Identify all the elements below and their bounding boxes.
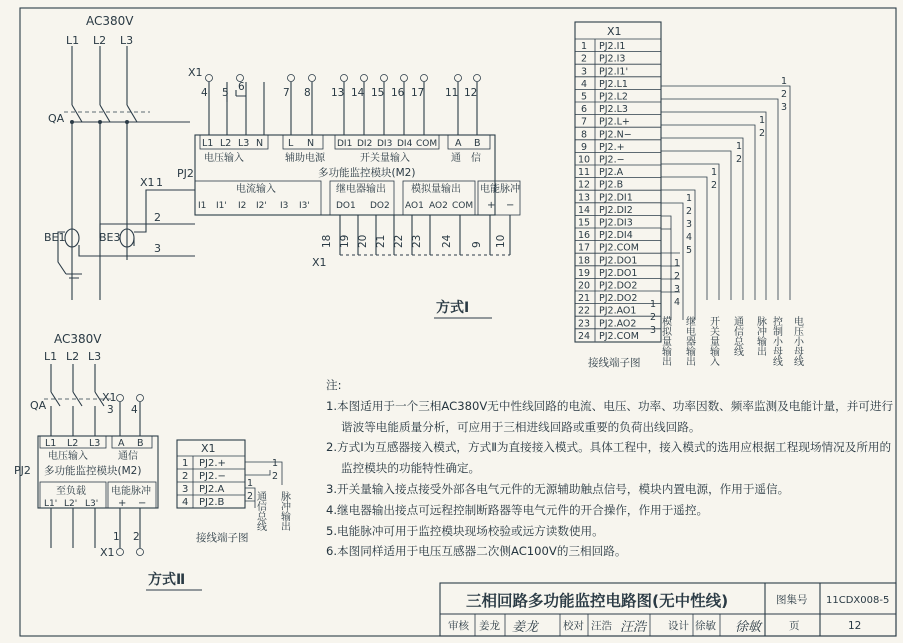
small-row-sig: PJ2.A [199, 484, 225, 495]
port-plus-2: + [118, 498, 127, 509]
reviewer: 姜龙 [479, 620, 500, 632]
port-n: N [256, 138, 264, 149]
group-switch-input: 开关量输入 [360, 153, 410, 164]
group-current-input: 电流输入 [236, 184, 276, 195]
x1-ct-label: X1 [140, 176, 155, 189]
port-a: A [455, 138, 462, 149]
term-5: 5 [222, 87, 229, 99]
small-pair-mark: 1 [247, 478, 254, 489]
notes [326, 375, 901, 562]
big-strip-row-no: 12 [578, 179, 591, 191]
big-strip-row-no: 10 [578, 154, 591, 166]
small-row-sig: PJ2.− [199, 471, 226, 482]
small-row-no: 4 [182, 497, 189, 508]
mark-di: 4 [686, 232, 693, 243]
term-1-2: 1 [113, 531, 120, 543]
breaker-contacts [72, 105, 137, 122]
term-16: 16 [391, 87, 405, 99]
port-l1-2: L1 [45, 438, 57, 449]
module-name-2: 多功能监控模块(M2) [44, 465, 142, 477]
port-ao-com: COM [452, 201, 474, 211]
ct-return-wiring [79, 224, 195, 256]
port-ao2: AO2 [429, 201, 448, 211]
big-strip-row-signal: PJ2.DI1 [599, 192, 633, 204]
col-pulse-output: 脉冲输出 [754, 316, 766, 356]
port-l2p: L2' [64, 499, 78, 509]
big-strip-row-signal: PJ2.COM [599, 330, 639, 342]
big-strip-row-no: 21 [578, 293, 591, 305]
mark-relay: 2 [674, 271, 681, 282]
ct1-label: BE1 [44, 231, 66, 244]
term-14: 14 [351, 87, 365, 99]
term-4: 4 [201, 87, 208, 99]
scheme-1-caption: 方式Ⅰ [436, 300, 470, 316]
supply-label: AC380V [86, 14, 134, 28]
big-strip-row-signal: PJ2.L+ [599, 116, 630, 128]
big-strip-row-signal: PJ2.B [599, 179, 624, 191]
big-strip-row-no: 5 [581, 91, 588, 103]
big-strip-row-no: 1 [581, 41, 588, 53]
col-relay-output: 继电器输出 [683, 316, 695, 366]
mark-di: 2 [686, 206, 693, 217]
term-20: 20 [357, 234, 369, 248]
big-strip-row-signal: PJ2.L3 [599, 104, 628, 116]
phase-label-l2: L2 [93, 34, 107, 47]
phase-label-l1: L1 [66, 34, 80, 47]
x1-top-label: X1 [188, 66, 203, 79]
port-di2: DI2 [357, 139, 373, 149]
big-strip-row-no: 22 [578, 305, 591, 317]
review-label: 审核 [448, 620, 469, 632]
big-strip-row-signal: PJ2.+ [599, 141, 625, 153]
col-comm-bus: 通信总线 [731, 316, 743, 356]
mark-relay: 4 [674, 297, 681, 308]
big-strip-row-no: 23 [578, 318, 591, 330]
checker-signature: 汪浩 [620, 620, 647, 635]
big-strip-row-no: 18 [578, 255, 591, 267]
small-strip-caption: 接线端子图 [196, 532, 249, 544]
mark-volt: 1 [781, 76, 788, 87]
big-strip-row-signal: PJ2.N− [599, 129, 632, 141]
port-ao1: AO1 [405, 201, 424, 211]
title-block [440, 583, 896, 636]
module-bottom-ports [195, 181, 520, 215]
term-6: 6 [238, 81, 245, 93]
drawing-title: 三相回路多功能监控电路图(无中性线) [466, 592, 729, 610]
phase-label-l2-2: L2 [66, 350, 80, 363]
big-strip-row-no: 15 [578, 217, 591, 229]
group-comm-2: 通信 [118, 451, 138, 462]
mark-pulse: 2 [736, 154, 743, 165]
port-i1p: I1' [216, 201, 227, 211]
port-l3: L3 [238, 138, 250, 149]
term-15: 15 [371, 87, 385, 99]
scheme-2 [14, 332, 202, 590]
scheme-1 [44, 14, 520, 318]
note-item: 6.本图同样适用于电压互感器二次侧AC100V的三相回路。 [326, 544, 627, 559]
big-strip-row-signal: PJ2.I3 [599, 53, 626, 65]
big-strip-row-no: 16 [578, 230, 591, 242]
term-22: 22 [393, 234, 405, 248]
port-l3-2: L3 [89, 438, 101, 449]
term-18: 18 [321, 234, 333, 248]
scheme-2-caption: 方式Ⅱ [148, 572, 186, 588]
port-di3: DI3 [377, 139, 393, 149]
group-voltage-input-2: 电压输入 [48, 451, 88, 462]
port-do1: DO1 [336, 201, 356, 211]
breaker-label: QA [48, 112, 65, 125]
page-label: 页 [789, 620, 800, 632]
design-label: 设计 [668, 620, 689, 632]
small-row-sig: PJ2.B [199, 497, 225, 508]
port-l2: L2 [220, 138, 232, 149]
port-i2p: I2' [256, 201, 267, 211]
term-4-2: 4 [131, 404, 138, 416]
term-2-2: 2 [133, 531, 140, 543]
mark-volt: 2 [781, 89, 788, 100]
mark-ao: 2 [650, 312, 657, 323]
big-strip-row-no: 7 [581, 116, 588, 128]
term-12: 12 [464, 87, 478, 99]
reviewer-signature: 姜龙 [512, 620, 539, 635]
note-item: 2.方式Ⅰ为互感器接入模式，方式Ⅱ为直接接入模式。具体工程中，接入模式的选用应根据工程现场情况及所用的监控模块的功能特性确定。 [326, 440, 892, 476]
term-10: 10 [495, 234, 507, 248]
ct-term-1: 1 [156, 176, 163, 189]
x1-label-2b: X1 [100, 546, 115, 559]
ground-symbol [66, 274, 82, 278]
big-strip-row-signal: PJ2.DO1 [599, 255, 638, 267]
big-strip-caption: 接线端子图 [588, 357, 641, 369]
mark-comm: 1 [711, 167, 718, 178]
term-19: 19 [339, 234, 351, 248]
port-com: COM [416, 139, 438, 149]
port-plus: + [487, 200, 496, 211]
small-row-no: 2 [182, 471, 189, 482]
port-do2: DO2 [370, 201, 390, 211]
module-label: PJ2 [177, 167, 194, 180]
group-analog-output: 模拟量输出 [411, 184, 461, 195]
big-strip-row-signal: PJ2.I1' [599, 66, 629, 78]
big-strip-row-signal: PJ2.A [599, 167, 624, 179]
designer: 徐敏 [695, 620, 716, 632]
big-strip-row-no: 8 [581, 129, 588, 141]
big-strip-row-no: 9 [581, 141, 588, 153]
big-strip-row-signal: PJ2.DI4 [599, 230, 633, 242]
term-3-2: 3 [107, 404, 114, 416]
port-i1: I1 [198, 201, 207, 211]
port-i3p: I3' [299, 201, 310, 211]
x1-label-2a: X1 [102, 391, 117, 404]
phase-label-l3-2: L3 [88, 350, 102, 363]
small-row-no: 1 [182, 458, 189, 469]
col-voltage-bus: 电压小母线 [791, 316, 803, 366]
group-energy-pulse-2: 电能脉冲 [111, 486, 151, 497]
big-strip-row-no: 4 [581, 78, 588, 90]
mark-di: 3 [686, 219, 693, 230]
small-row-no: 3 [182, 484, 189, 495]
port-minus: − [506, 200, 515, 211]
atlas-number: 11CDX008-5 [826, 595, 890, 606]
port-l1: L1 [202, 138, 214, 149]
big-strip-row-no: 13 [578, 192, 591, 204]
note-item: 3.开关量输入接点接受外部各电气元件的无源辅助触点信号，模块内置电源，作用于遥信。 [326, 481, 790, 496]
ct-term-2: 2 [154, 211, 161, 224]
module-label-2: PJ2 [14, 464, 31, 477]
group-energy-pulse: 电能脉冲 [480, 184, 520, 195]
mark-relay: 1 [674, 258, 681, 269]
designer-signature: 徐敏 [735, 620, 762, 635]
checker: 汪浩 [591, 620, 612, 632]
mark-di: 5 [686, 245, 693, 256]
group-relay-output: 继电器输出 [336, 184, 386, 195]
group-to-load: 至负载 [56, 486, 86, 497]
port-minus-2: − [138, 498, 147, 509]
big-strip-row-no: 14 [578, 204, 591, 216]
big-strip-row-no: 24 [578, 330, 591, 342]
port-l3p: L3' [85, 499, 99, 509]
term-7: 7 [283, 87, 290, 99]
term-17: 17 [411, 87, 425, 99]
small-col-comm: 通信总线 [254, 491, 266, 531]
big-strip-row-no: 17 [578, 242, 591, 254]
term-23: 23 [411, 234, 423, 248]
big-strip-row-no: 20 [578, 280, 591, 292]
phase-label-l1-2: L1 [44, 350, 58, 363]
big-strip-row-no: 6 [581, 104, 588, 116]
voltage-tap [72, 122, 190, 130]
big-strip-row-signal: PJ2.AO2 [599, 318, 637, 330]
small-col-pulse: 脉冲输出 [278, 491, 290, 531]
port-l1p: L1' [44, 499, 58, 509]
term-9: 9 [471, 241, 483, 248]
big-strip-row-signal: PJ2.AO1 [599, 305, 637, 317]
atlas-label: 图集号 [776, 594, 808, 606]
x1-bottom-label: X1 [312, 256, 327, 269]
mark-relay: 3 [674, 284, 681, 295]
ct-term-3: 3 [154, 242, 161, 255]
mark-comm: 2 [711, 180, 718, 191]
big-strip-row-signal: PJ2.I1 [599, 41, 626, 53]
big-strip-row-no: 19 [578, 267, 591, 279]
mark-ctrl: 2 [759, 128, 766, 139]
small-pair-mark: 1 [272, 458, 279, 469]
load-leads-2 [51, 508, 140, 548]
supply-label-2: AC380V [54, 332, 102, 346]
port-di4: DI4 [397, 139, 413, 149]
big-strip-row-signal: PJ2.COM [599, 242, 639, 254]
group-aux-power: 辅助电源 [285, 153, 325, 164]
top-terminal-circles [206, 75, 481, 82]
term-13: 13 [331, 87, 345, 99]
big-strip-row-signal: PJ2.DI3 [599, 217, 633, 229]
big-strip-row-signal: PJ2.DO2 [599, 280, 638, 292]
small-strip-title: X1 [201, 442, 216, 455]
small-pair-mark: 2 [247, 491, 254, 502]
mark-volt: 3 [781, 102, 788, 113]
small-row-sig: PJ2.+ [199, 458, 226, 469]
term-8: 8 [304, 87, 311, 99]
small-terminal-strip [177, 440, 291, 544]
phase-conductors [72, 46, 127, 105]
group-comm: 通 信 [451, 153, 481, 164]
port-aux-l: L [288, 138, 294, 149]
notes-title: 注: [326, 378, 342, 392]
col-control-bus: 控制小母线 [770, 316, 782, 366]
phase-conductors-2 [51, 364, 104, 436]
module-top-ports [200, 135, 490, 164]
mark-ao: 1 [650, 299, 657, 310]
port-aux-n: N [307, 138, 315, 149]
group-voltage-input: 电压输入 [204, 153, 244, 164]
big-strip-row-no: 2 [581, 53, 588, 65]
big-strip-row-signal: PJ2.− [599, 154, 625, 166]
big-strip-row-no: 11 [578, 167, 591, 179]
big-strip-row-no: 3 [581, 66, 588, 78]
term-11: 11 [445, 87, 459, 99]
big-strip-row-signal: PJ2.L1 [599, 78, 628, 90]
phase-label-l3: L3 [120, 34, 134, 47]
note-item: 5.电能脉冲可用于监控模块现场校验或远方读数使用。 [326, 523, 604, 538]
note-item: 1.本图适用于一个三相AC380V无中性线回路的电流、电压、功率、功率因数、频率监测及电能计量，并可进行谐波等电能质量分析，可应用于三相进线回路或重要的负荷出线回路。 [326, 398, 894, 434]
port-a-2: A [118, 438, 125, 449]
small-pair-mark: 2 [272, 471, 279, 482]
ct3-label: BE3 [99, 231, 121, 244]
page-number: 12 [848, 620, 862, 632]
col-switch-input: 开关量输入 [707, 316, 719, 366]
big-strip-row-signal: PJ2.DO2 [599, 293, 638, 305]
port-di1: DI1 [337, 139, 353, 149]
breaker-label-2: QA [30, 399, 47, 412]
mark-ctrl: 1 [759, 115, 766, 126]
mark-di: 1 [686, 193, 693, 204]
big-terminal-strip [575, 22, 804, 369]
port-b-2: B [137, 438, 144, 449]
term-24: 24 [441, 234, 453, 248]
bus-wiring [661, 86, 790, 300]
big-strip-row-signal: PJ2.DO1 [599, 267, 638, 279]
load-conductors [72, 122, 127, 300]
port-i3: I3 [280, 201, 289, 211]
big-strip-rows [575, 39, 661, 342]
big-strip-row-signal: PJ2.L2 [599, 91, 628, 103]
module-name: 多功能监控模块(M2) [318, 167, 416, 179]
big-strip-title: X1 [607, 25, 622, 38]
port-l2-2: L2 [67, 438, 79, 449]
big-strip-row-signal: PJ2.DI2 [599, 204, 633, 216]
port-b: B [474, 138, 481, 149]
term-21: 21 [375, 234, 387, 248]
port-i2: I2 [238, 201, 247, 211]
note-item: 4.继电器输出接点可远程控制断路器等电气元件的开合操作，作用于遥控。 [326, 502, 709, 517]
mark-pulse: 1 [736, 141, 743, 152]
col-analog-output: 模拟量输出 [659, 316, 671, 366]
check-label: 校对 [563, 620, 584, 632]
mark-ao: 3 [650, 325, 657, 336]
